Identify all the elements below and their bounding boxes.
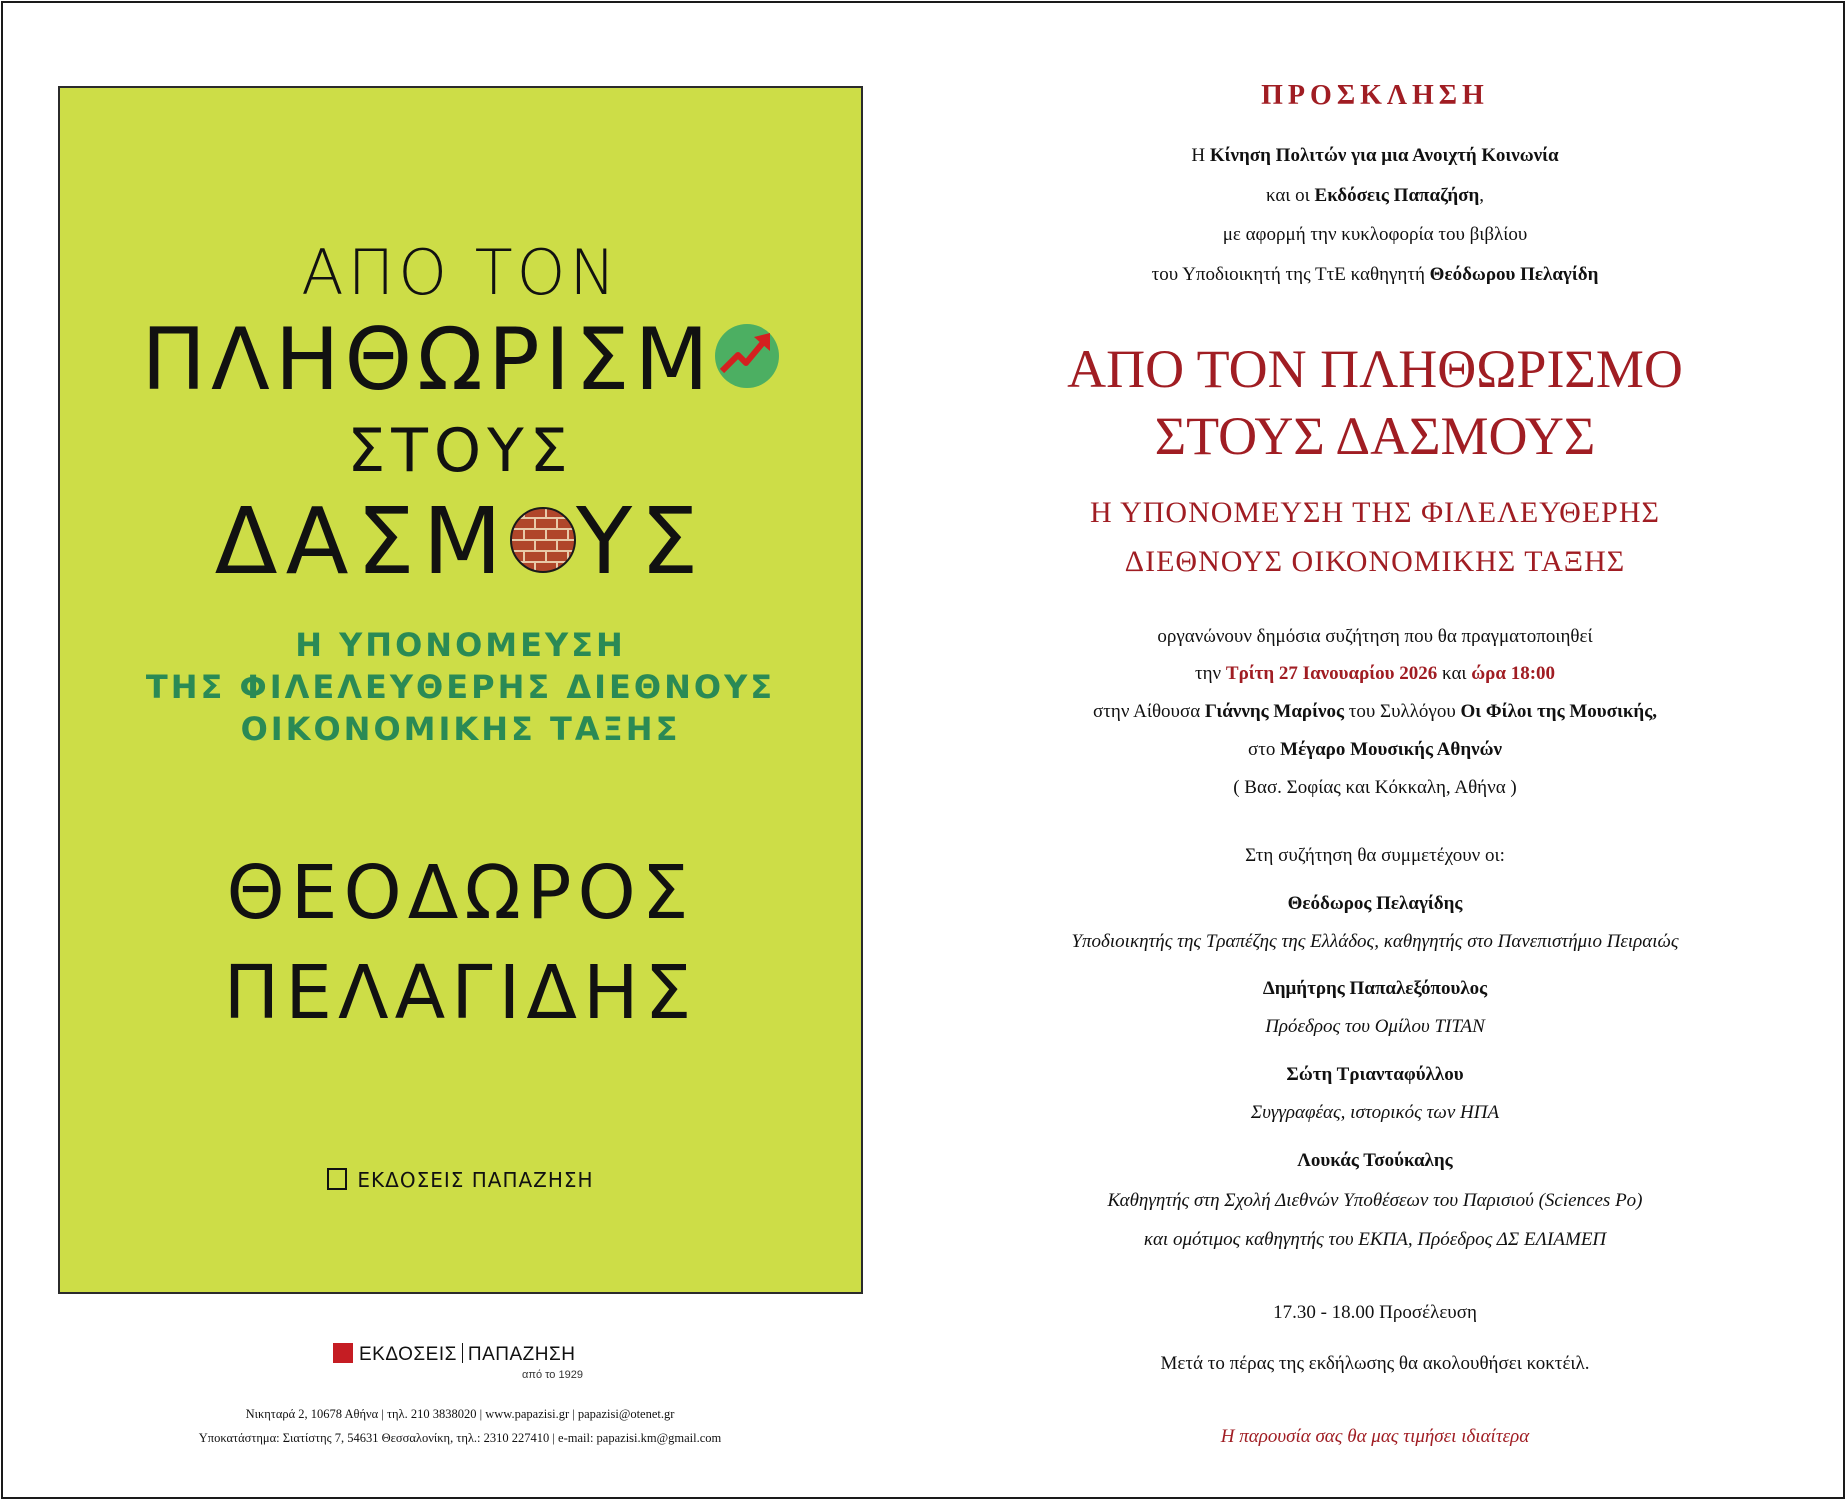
event-date: Τρίτη 27 Ιανουαρίου 2026 xyxy=(1225,663,1438,684)
intro-line3: με αφορμή την κυκλοφορία του βιβλίου xyxy=(1222,224,1528,245)
event-venue: Μέγαρο Μουσικής Αθηνών xyxy=(1280,739,1502,760)
participant-2-name: Δημήτρης Παπαλεξόπουλος xyxy=(1262,978,1488,999)
intro-l4-bold: Θεόδωρου Πελαγίδη xyxy=(1429,264,1599,285)
details-l4-pre: στο xyxy=(1248,739,1281,760)
participant-name xyxy=(960,978,1790,1000)
logo-right-text: ΠΑΠΑΖΗΣΗ xyxy=(467,1344,576,1365)
participant-name xyxy=(960,1064,1790,1086)
participant-1-name: Θεόδωρος Πελαγίδης xyxy=(1287,893,1463,914)
details-line1: οργανώνουν δημόσια συζήτηση που θα πραγματοποιηθεί xyxy=(1157,626,1593,647)
participant-4-role: Καθηγητής στη Σχολή Διεθνών Υποθέσεων του Παρισιού (Sciences Po) xyxy=(1107,1190,1643,1211)
participant-1-role: Υποδιοικητής της Τραπέζης της Ελλάδος, καθηγητής στο Πανεπιστήμιο Πειραιώς xyxy=(1071,931,1679,952)
invitation-heading: ΠΡΟΣΚΛΗΣΗ xyxy=(1261,80,1489,111)
cover-subtitle-line2: ΤΗΣ ΦΙΛΕΛΕΥΘΕΡΗΣ ΔΙΕΘΝΟΥΣ xyxy=(145,668,776,706)
brick-wall-icon xyxy=(510,488,576,595)
participant-name xyxy=(960,1150,1790,1172)
cover-publisher xyxy=(60,1168,861,1193)
cover-title-line3: ΣΤΟΥΣ xyxy=(347,416,574,486)
event-organisation: Οι Φίλοι της Μουσικής, xyxy=(1460,701,1657,722)
book-title-line2: ΣΤΟΥΣ ΔΑΣΜΟΥΣ xyxy=(1154,406,1596,466)
participant-2-role: Πρόεδρος του Ομίλου ΤΙΤΑΝ xyxy=(1265,1016,1485,1037)
intro-l1-bold: Κίνηση Πολιτών για μια Ανοιχτή Κοινωνία xyxy=(1209,145,1559,166)
cocktail-note: Μετά το πέρας της εκδήλωσης θα ακολουθήσει κοκτέιλ. xyxy=(1160,1353,1590,1374)
details-line2 xyxy=(960,663,1790,685)
details-l2-pre: την xyxy=(1194,663,1226,684)
intro-l2-bold: Εκδόσεις Παπαζήση xyxy=(1314,185,1480,206)
cover-title-line1: ΑΠΟ ΤΟΝ xyxy=(301,236,620,309)
cover-title-line4a: ΔΑΣΜ xyxy=(214,488,511,595)
cover-author-line1: ΘΕΟΔΩΡΟΣ xyxy=(226,850,695,936)
book-title-line1: ΑΠΟ ΤΟΝ ΠΛΗΘΩΡΙΣΜΟ xyxy=(1067,339,1683,399)
address-line1: Νικηταρά 2, 10678 Αθήνα | τηλ. 210 3838020 | www.papazisi.gr | papazisi@otenet.gr xyxy=(245,1407,675,1421)
logo-since: από το 1929 xyxy=(522,1369,583,1381)
participant-4-role-line2: και ομότιμος καθηγητής του ΕΚΠΑ, Πρόεδρος ΔΣ ΕΛΙΑΜΕΠ xyxy=(1143,1229,1607,1250)
details-l3-mid: του Συλλόγου xyxy=(1344,701,1461,722)
intro-l1-pre: Η xyxy=(1191,145,1210,166)
cover-author-line2: ΠΕΛΑΓΙΔΗΣ xyxy=(223,950,698,1036)
details-line5: ( Βασ. Σοφίας και Κόκκαλη, Αθήνα ) xyxy=(1233,777,1517,798)
arrival-time: 17.30 - 18.00 Προσέλευση xyxy=(1273,1302,1477,1323)
cover-title-line2 xyxy=(60,310,861,416)
participant-name xyxy=(960,893,1790,915)
details-line3 xyxy=(960,701,1790,723)
participants-intro: Στη συζήτηση θα συμμετέχουν οι: xyxy=(1245,845,1505,866)
cover-subtitle-line3: ΟΙΚΟΝΟΜΙΚΗΣ ΤΑΞΗΣ xyxy=(240,710,681,748)
intro-l2-post: , xyxy=(1479,185,1485,206)
logo-divider xyxy=(462,1343,463,1363)
logo-left-text: ΕΚΔΟΣΕΙΣ xyxy=(359,1344,457,1365)
details-l3-pre: στην Αίθουσα xyxy=(1093,701,1205,722)
participant-4-name: Λουκάς Τσούκαλης xyxy=(1297,1150,1453,1171)
participant-3-role: Συγγραφέας, ιστορικός των ΗΠΑ xyxy=(1250,1102,1500,1123)
publisher-logo xyxy=(333,1344,575,1366)
publisher-house-icon xyxy=(327,1168,347,1190)
participant-3-name: Σώτη Τριανταφύλλου xyxy=(1286,1064,1464,1085)
book-subtitle-line2: ΔΙΕΘΝΟΥΣ ΟΙΚΟΝΟΜΙΚΗΣ ΤΑΞΗΣ xyxy=(1124,545,1626,578)
publisher-logo-icon xyxy=(333,1343,353,1363)
book-subtitle-line1: Η ΥΠΟΝΟΜΕΥΣΗ ΤΗΣ ΦΙΛΕΛΕΥΘΕΡΗΣ xyxy=(1090,496,1660,529)
details-l2-mid: και xyxy=(1437,663,1472,684)
intro-line2 xyxy=(960,185,1790,207)
closing-note: Η παρουσία σας θα μας τιμήσει ιδιαίτερα xyxy=(1220,1426,1530,1447)
cover-subtitle-line1: Η ΥΠΟΝΟΜΕΥΣΗ xyxy=(295,626,626,664)
details-line4 xyxy=(960,739,1790,761)
intro-line1 xyxy=(960,145,1790,167)
cover-publisher-label: ΕΚΔΟΣΕΙΣ ΠΑΠΑΖΗΣΗ xyxy=(357,1168,594,1192)
cover-title-line2-text: ΠΛΗΘΩΡΙΣΜ xyxy=(141,310,714,410)
intro-l2-pre: και οι xyxy=(1265,185,1315,206)
event-hall: Γιάννης Μαρίνος xyxy=(1204,701,1344,722)
intro-line4 xyxy=(960,264,1790,286)
event-time: ώρα 18:00 xyxy=(1471,663,1556,684)
cover-title-line4 xyxy=(60,488,861,601)
intro-l4-pre: του Υποδιοικητή της ΤτΕ καθηγητή xyxy=(1151,264,1430,285)
cover-title-line4b: ΥΣ xyxy=(576,488,707,595)
book-cover xyxy=(58,86,863,1294)
address-line2: Υποκατάστημα: Σιατίστης 7, 54631 Θεσσαλονίκη, τηλ.: 2310 227410 | e-mail: papazisi.km@gmail.com xyxy=(198,1431,722,1445)
inflation-arrow-icon xyxy=(714,310,780,410)
